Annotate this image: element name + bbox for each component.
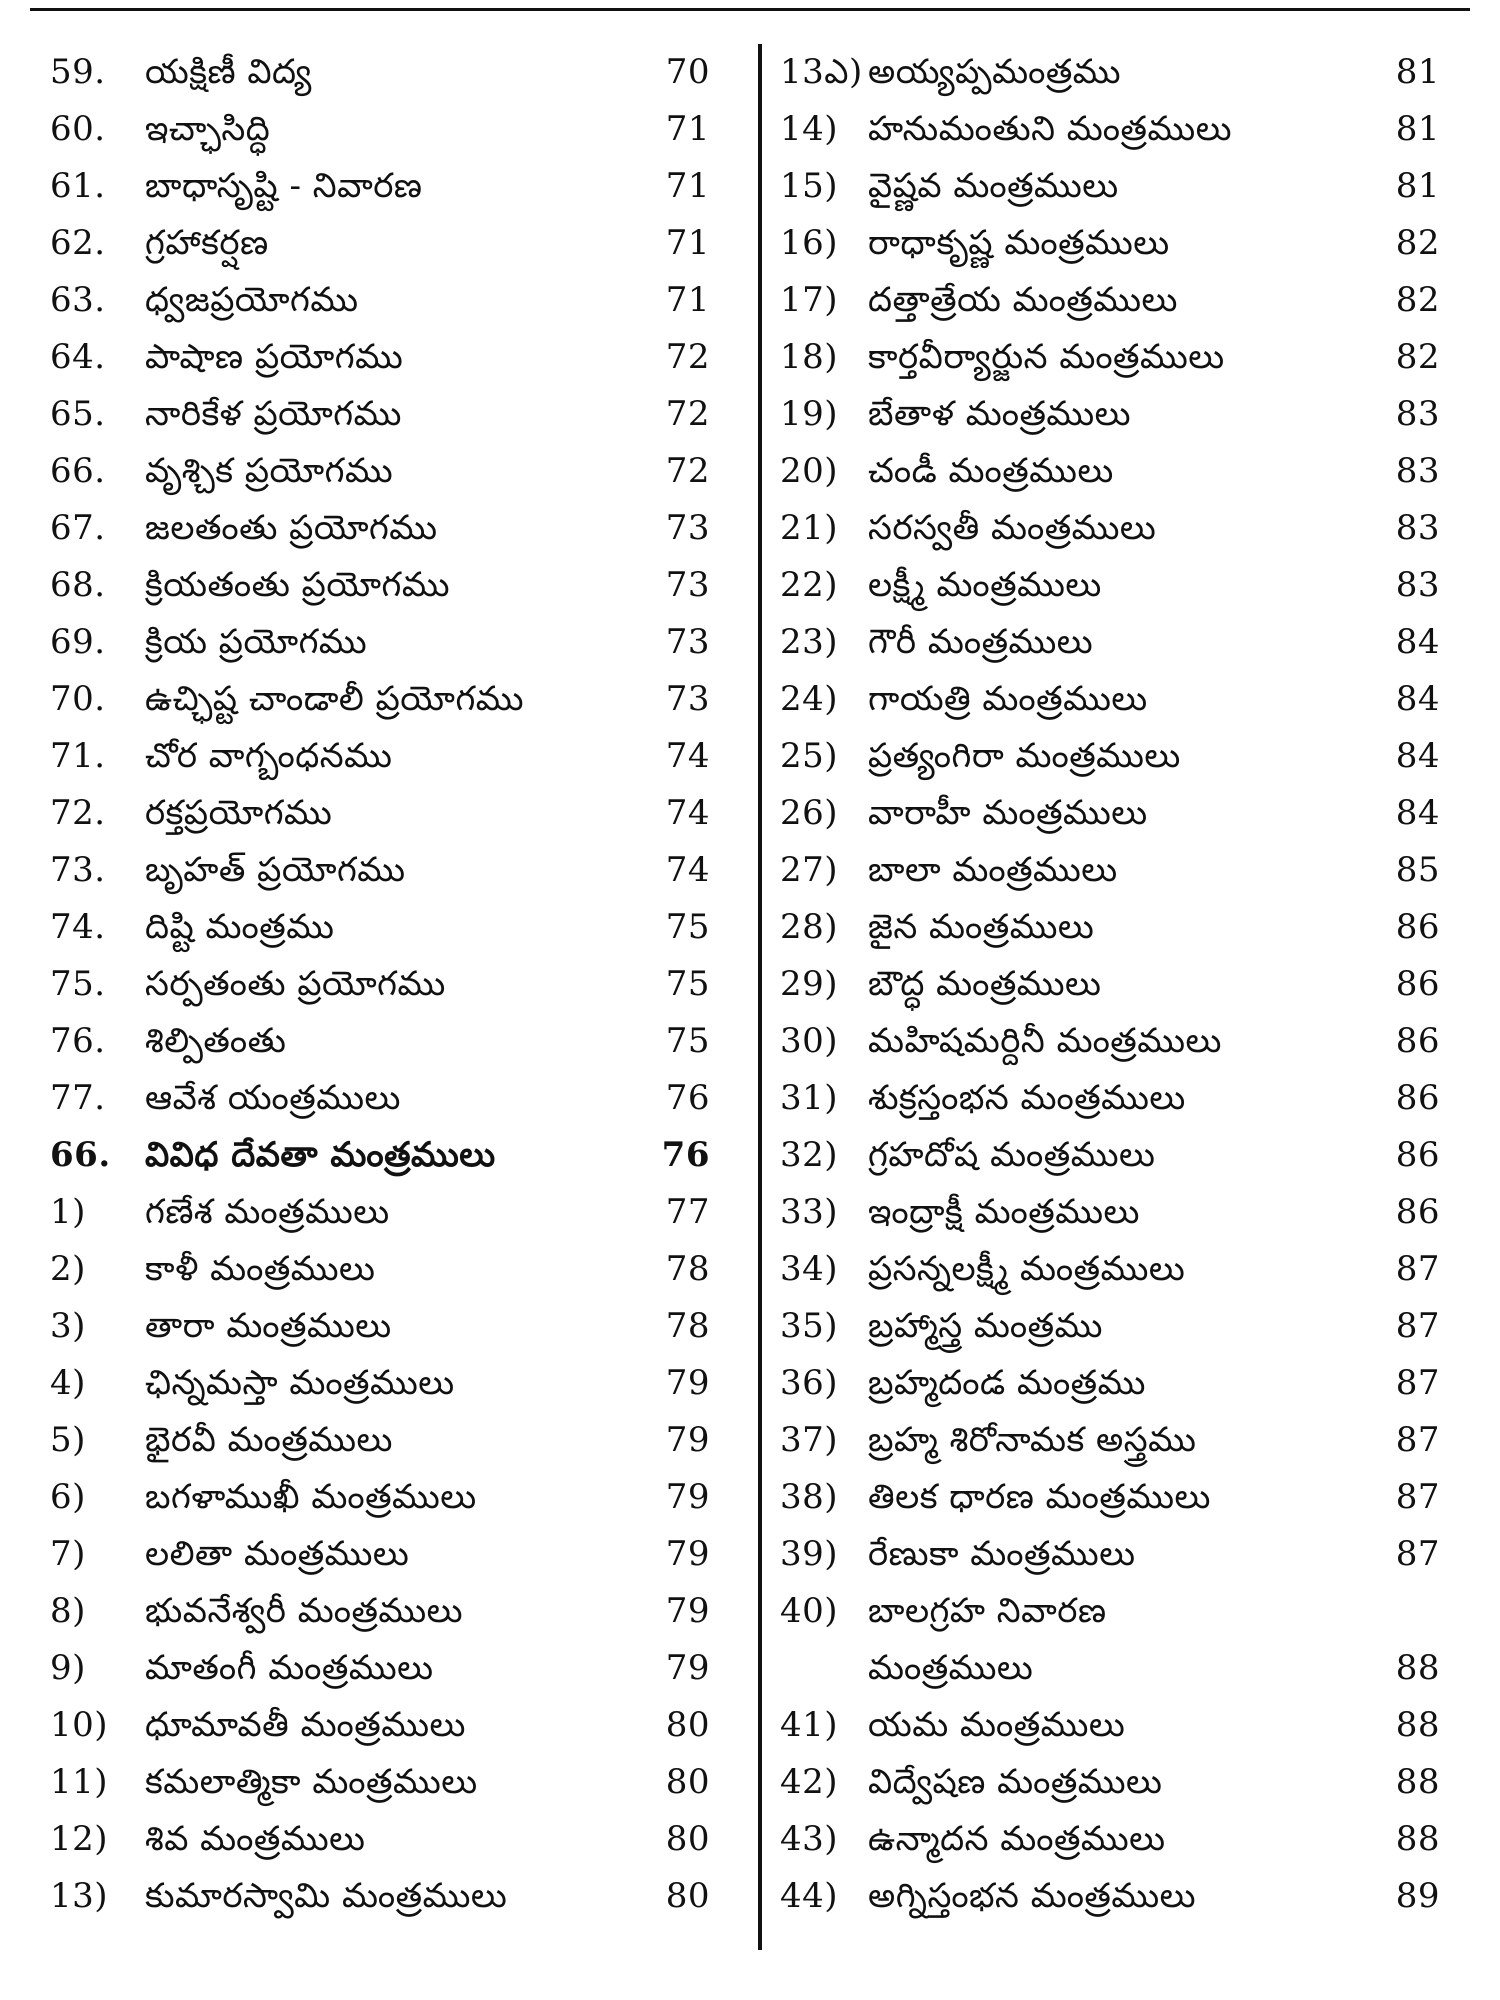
toc-entry-title: ఇచ్ఛాసిద్ధి xyxy=(145,109,271,149)
toc-entry xyxy=(780,386,1440,443)
toc-entry xyxy=(50,215,710,272)
top-rule xyxy=(30,8,1470,11)
toc-entry-number: 42) xyxy=(780,1762,839,1802)
toc-entry xyxy=(50,1868,710,1925)
toc-entry-page: 71 xyxy=(665,280,710,320)
toc-entry-number: 61. xyxy=(50,166,106,206)
toc-entry-title: బృహత్ ప్రయోగము xyxy=(145,850,406,890)
toc-entry-page: 87 xyxy=(1395,1420,1440,1460)
toc-entry-title: జలతంతు ప్రయోగము xyxy=(145,508,438,548)
toc-entry-page: 75 xyxy=(665,907,710,947)
toc-entry-number: 1) xyxy=(50,1192,86,1232)
toc-entry-title: బాలా మంత్రములు xyxy=(868,850,1118,890)
toc-entry-number: 59. xyxy=(50,52,106,92)
toc-entry xyxy=(50,1241,710,1298)
toc-right-column xyxy=(780,44,1440,1925)
toc-entry xyxy=(50,1412,710,1469)
toc-entry xyxy=(50,44,710,101)
toc-entry-title: బ్రహ్మ శిరోనామక అస్త్రము xyxy=(868,1420,1197,1460)
toc-entry xyxy=(780,956,1440,1013)
toc-entry-page: 86 xyxy=(1395,1078,1440,1118)
toc-entry xyxy=(780,1298,1440,1355)
toc-entry xyxy=(50,500,710,557)
toc-entry-page: 76 xyxy=(661,1135,710,1175)
toc-entry-page: 88 xyxy=(1395,1819,1440,1859)
toc-entry xyxy=(50,785,710,842)
toc-entry xyxy=(50,386,710,443)
toc-entry-page: 76 xyxy=(665,1078,710,1118)
toc-entry-number: 43) xyxy=(780,1819,839,1859)
toc-entry-title: హనుమంతుని మంత్రములు xyxy=(868,109,1233,149)
toc-entry-number: 11) xyxy=(50,1762,109,1802)
toc-entry xyxy=(780,215,1440,272)
toc-entry-number: 8) xyxy=(50,1591,86,1631)
toc-entry-page: 72 xyxy=(665,394,710,434)
toc-entry-number: 77. xyxy=(50,1078,106,1118)
toc-entry-number: 34) xyxy=(780,1249,839,1289)
toc-entry-title: చోర వాగ్బంధనము xyxy=(145,736,393,776)
toc-entry xyxy=(780,1184,1440,1241)
toc-entry-number: 23) xyxy=(780,622,839,662)
toc-entry xyxy=(780,614,1440,671)
toc-entry-number: 74. xyxy=(50,907,106,947)
toc-entry-page: 88 xyxy=(1395,1705,1440,1745)
toc-entry-title: ఉన్మాదన మంత్రములు xyxy=(868,1819,1166,1859)
toc-entry-number: 66. xyxy=(50,451,106,491)
toc-entry-title: దత్తాత్రేయ మంత్రములు xyxy=(868,280,1178,320)
toc-entry-number: 39) xyxy=(780,1534,839,1574)
toc-entry-number: 24) xyxy=(780,679,839,719)
toc-entry-page: 83 xyxy=(1395,508,1440,548)
toc-entry xyxy=(50,842,710,899)
toc-entry-number: 19) xyxy=(780,394,839,434)
toc-entry xyxy=(50,1583,710,1640)
toc-entry xyxy=(50,1355,710,1412)
toc-entry-page: 72 xyxy=(665,337,710,377)
toc-entry-number: 73. xyxy=(50,850,106,890)
toc-entry-number: 35) xyxy=(780,1306,839,1346)
toc-entry xyxy=(50,1184,710,1241)
toc-entry xyxy=(780,329,1440,386)
toc-entry-number: 76. xyxy=(50,1021,106,1061)
toc-entry-page: 73 xyxy=(665,565,710,605)
toc-entry-title: కమలాత్మికా మంత్రములు xyxy=(145,1762,478,1802)
toc-entry-title: కార్తవీర్యార్జున మంత్రములు xyxy=(868,337,1225,377)
toc-entry-page: 84 xyxy=(1395,793,1440,833)
toc-entry-number: 64. xyxy=(50,337,106,377)
toc-entry-number: 65. xyxy=(50,394,106,434)
toc-entry-number: 6) xyxy=(50,1477,86,1517)
toc-entry-number: 60. xyxy=(50,109,106,149)
toc-entry-number: 38) xyxy=(780,1477,839,1517)
toc-entry-title: శివ మంత్రములు xyxy=(145,1819,366,1859)
toc-entry-page: 72 xyxy=(665,451,710,491)
toc-entry-title: అగ్నిస్తంభన మంత్రములు xyxy=(868,1876,1196,1916)
toc-entry-page: 83 xyxy=(1395,565,1440,605)
toc-entry-title: మాతంగీ మంత్రములు xyxy=(145,1648,434,1688)
toc-entry xyxy=(50,1127,710,1184)
toc-entry xyxy=(50,956,710,1013)
toc-entry-page: 77 xyxy=(665,1192,710,1232)
toc-entry xyxy=(780,557,1440,614)
toc-entry-number: 9) xyxy=(50,1648,86,1688)
toc-entry-page: 71 xyxy=(665,109,710,149)
toc-entry-number: 37) xyxy=(780,1420,839,1460)
toc-entry-title: గణేశ మంత్రములు xyxy=(145,1192,390,1232)
toc-entry-title: యక్షిణీ విద్య xyxy=(145,52,312,92)
toc-entry-number: 21) xyxy=(780,508,839,548)
toc-entry xyxy=(780,785,1440,842)
toc-entry-number: 12) xyxy=(50,1819,109,1859)
toc-entry-page: 86 xyxy=(1395,1192,1440,1232)
toc-entry-page: 80 xyxy=(665,1819,710,1859)
toc-entry-number: 5) xyxy=(50,1420,86,1460)
toc-entry-page: 80 xyxy=(665,1876,710,1916)
toc-entry-page: 71 xyxy=(665,166,710,206)
toc-entry-title: బాలగ్రహ నివారణ xyxy=(868,1591,1107,1631)
toc-entry-title: జైన మంత్రములు xyxy=(868,907,1095,947)
toc-entry-page: 80 xyxy=(665,1705,710,1745)
toc-entry-page: 84 xyxy=(1395,736,1440,776)
toc-entry-number: 14) xyxy=(780,109,839,149)
toc-entry-title: వారాహీ మంత్రములు xyxy=(868,793,1148,833)
toc-entry-title: ఇంద్రాక్షీ మంత్రములు xyxy=(868,1192,1140,1232)
toc-entry xyxy=(50,557,710,614)
toc-entry-page: 86 xyxy=(1395,1135,1440,1175)
toc-entry-number: 62. xyxy=(50,223,106,263)
toc-entry-title: సరస్వతీ మంత్రములు xyxy=(868,508,1157,548)
toc-entry-page: 73 xyxy=(665,622,710,662)
toc-entry-number: 72. xyxy=(50,793,106,833)
toc-entry-page: 88 xyxy=(1395,1648,1440,1688)
toc-entry-page: 79 xyxy=(665,1420,710,1460)
toc-entry xyxy=(50,1754,710,1811)
toc-entry xyxy=(780,1697,1440,1754)
toc-entry-title: తారా మంత్రములు xyxy=(145,1306,392,1346)
toc-entry-number: 44) xyxy=(780,1876,839,1916)
toc-entry xyxy=(780,671,1440,728)
toc-entry-title: దిష్టి మంత్రము xyxy=(145,907,335,947)
toc-entry-title: బగళాముఖీ మంత్రములు xyxy=(145,1477,477,1517)
toc-entry xyxy=(50,1013,710,1070)
toc-entry-title: క్రియ ప్రయోగము xyxy=(145,622,368,662)
toc-entry-page: 74 xyxy=(665,793,710,833)
toc-entry-number: 3) xyxy=(50,1306,86,1346)
toc-entry-title: లక్ష్మీ మంత్రములు xyxy=(868,565,1102,605)
toc-entry-page: 86 xyxy=(1395,964,1440,1004)
toc-entry-title: ఛిన్నమస్తా మంత్రములు xyxy=(145,1363,455,1403)
toc-entry xyxy=(50,728,710,785)
toc-entry-number: 10) xyxy=(50,1705,109,1745)
toc-entry xyxy=(780,728,1440,785)
toc-entry-title: యమ మంత్రములు xyxy=(868,1705,1126,1745)
toc-entry-title: శుక్రస్తంభన మంత్రములు xyxy=(868,1078,1186,1118)
toc-entry xyxy=(780,1583,1440,1640)
toc-entry-page: 87 xyxy=(1395,1477,1440,1517)
toc-entry-page: 85 xyxy=(1395,850,1440,890)
toc-entry xyxy=(780,899,1440,956)
toc-entry xyxy=(50,443,710,500)
toc-entry-page: 80 xyxy=(665,1762,710,1802)
toc-entry-number: 18) xyxy=(780,337,839,377)
toc-entry-number: 28) xyxy=(780,907,839,947)
toc-entry-number: 40) xyxy=(780,1591,839,1631)
toc-entry-page: 87 xyxy=(1395,1306,1440,1346)
toc-entry-number: 16) xyxy=(780,223,839,263)
toc-entry-title: తిలక ధారణ మంత్రములు xyxy=(868,1477,1211,1517)
toc-entry-page: 88 xyxy=(1395,1762,1440,1802)
toc-entry xyxy=(780,1469,1440,1526)
toc-entry-title: వైష్ణవ మంత్రములు xyxy=(868,166,1119,206)
toc-entry-number: 4) xyxy=(50,1363,86,1403)
toc-entry-page: 79 xyxy=(665,1534,710,1574)
toc-entry-number: 26) xyxy=(780,793,839,833)
toc-entry-title: ధూమావతీ మంత్రములు xyxy=(145,1705,466,1745)
toc-entry-number: 70. xyxy=(50,679,106,719)
toc-entry-title: బాధాసృష్టి - నివారణ xyxy=(145,166,423,206)
toc-entry-title: ధ్వజప్రయోగము xyxy=(145,280,359,320)
toc-entry-number: 25) xyxy=(780,736,839,776)
toc-entry xyxy=(50,1640,710,1697)
toc-entry-number: 36) xyxy=(780,1363,839,1403)
toc-entry xyxy=(50,329,710,386)
toc-entry-title: విద్వేషణ మంత్రములు xyxy=(868,1762,1163,1802)
toc-entry-number: 75. xyxy=(50,964,106,1004)
toc-entry xyxy=(780,158,1440,215)
toc-entry-page: 83 xyxy=(1395,394,1440,434)
toc-entry-page: 70 xyxy=(665,52,710,92)
toc-entry xyxy=(50,158,710,215)
toc-entry-page: 81 xyxy=(1395,109,1440,149)
toc-entry-number: 15) xyxy=(780,166,839,206)
toc-entry-title: రక్తప్రయోగము xyxy=(145,793,333,833)
toc-entry-title: గౌరీ మంత్రములు xyxy=(868,622,1094,662)
toc-entry-page: 83 xyxy=(1395,451,1440,491)
toc-entry-number: 27) xyxy=(780,850,839,890)
toc-entry-page: 82 xyxy=(1395,337,1440,377)
toc-entry-page: 79 xyxy=(665,1477,710,1517)
toc-entry-page: 81 xyxy=(1395,52,1440,92)
toc-entry-number: 17) xyxy=(780,280,839,320)
toc-entry-title: వివిధ దేవతా మంత్రములు xyxy=(145,1135,496,1175)
toc-entry-number: 20) xyxy=(780,451,839,491)
toc-entry xyxy=(780,500,1440,557)
toc-entry-number: 69. xyxy=(50,622,106,662)
toc-entry xyxy=(50,1811,710,1868)
toc-entry-title: అయ్యప్పమంత్రము xyxy=(868,52,1122,92)
toc-entry xyxy=(50,272,710,329)
toc-entry-page: 87 xyxy=(1395,1363,1440,1403)
toc-entry xyxy=(50,1526,710,1583)
toc-entry-page: 86 xyxy=(1395,907,1440,947)
toc-entry-title: లలితా మంత్రములు xyxy=(145,1534,410,1574)
toc-entry xyxy=(780,101,1440,158)
toc-entry xyxy=(50,101,710,158)
toc-entry xyxy=(780,1241,1440,1298)
toc-entry-page: 73 xyxy=(665,679,710,719)
toc-entry xyxy=(780,1868,1440,1925)
column-divider xyxy=(758,44,762,1950)
toc-entry-title: ప్రత్యంగిరా మంత్రములు xyxy=(868,736,1181,776)
toc-entry-page: 75 xyxy=(665,964,710,1004)
toc-entry-page: 74 xyxy=(665,850,710,890)
toc-entry-title: క్రియతంతు ప్రయోగము xyxy=(145,565,451,605)
toc-entry-page: 89 xyxy=(1395,1876,1440,1916)
toc-left-column xyxy=(50,44,710,1925)
toc-entry-page: 82 xyxy=(1395,280,1440,320)
toc-entry-number: 13) xyxy=(50,1876,109,1916)
toc-entry-page: 78 xyxy=(665,1306,710,1346)
toc-entry-title: ప్రసన్నలక్ష్మీ మంత్రములు xyxy=(868,1249,1186,1289)
toc-entry-page: 87 xyxy=(1395,1534,1440,1574)
toc-entry-title: బ్రహ్మదండ మంత్రము xyxy=(868,1363,1146,1403)
toc-entry-title: రేణుకా మంత్రములు xyxy=(868,1534,1136,1574)
toc-entry-number: 67. xyxy=(50,508,106,548)
toc-entry xyxy=(50,1469,710,1526)
toc-entry xyxy=(780,842,1440,899)
toc-entry-page: 73 xyxy=(665,508,710,548)
toc-entry-title: బేతాళ మంత్రములు xyxy=(868,394,1132,434)
toc-entry xyxy=(50,671,710,728)
toc-entry-title: శిల్పితంతు xyxy=(145,1021,287,1061)
toc-entry xyxy=(780,1754,1440,1811)
toc-entry xyxy=(780,272,1440,329)
toc-entry xyxy=(780,1013,1440,1070)
toc-entry-number: 41) xyxy=(780,1705,839,1745)
toc-entry-page: 74 xyxy=(665,736,710,776)
toc-entry-page: 71 xyxy=(665,223,710,263)
toc-entry-number: 2) xyxy=(50,1249,86,1289)
toc-entry-title: గాయత్రి మంత్రములు xyxy=(868,679,1148,719)
toc-entry xyxy=(780,443,1440,500)
toc-entry xyxy=(780,1640,1440,1697)
toc-entry-title: కుమారస్వామి మంత్రములు xyxy=(145,1876,508,1916)
toc-entry-number: 22) xyxy=(780,565,839,605)
toc-entry-title: బౌద్ధ మంత్రములు xyxy=(868,964,1102,1004)
toc-entry-title: ఆవేశ యంత్రములు xyxy=(145,1078,401,1118)
toc-entry-number: 29) xyxy=(780,964,839,1004)
toc-entry xyxy=(780,1811,1440,1868)
toc-entry-title: భైరవీ మంత్రములు xyxy=(145,1420,393,1460)
toc-entry-title: భువనేశ్వరీ మంత్రములు xyxy=(145,1591,463,1631)
toc-entry-page: 78 xyxy=(665,1249,710,1289)
toc-entry-title: పాషాణ ప్రయోగము xyxy=(145,337,404,377)
toc-entry-title: కాళీ మంత్రములు xyxy=(145,1249,376,1289)
toc-entry-page: 84 xyxy=(1395,622,1440,662)
toc-entry xyxy=(50,1697,710,1754)
toc-entry xyxy=(50,614,710,671)
toc-entry-number: 30) xyxy=(780,1021,839,1061)
toc-entry-number: 31) xyxy=(780,1078,839,1118)
toc-entry-page: 82 xyxy=(1395,223,1440,263)
toc-entry xyxy=(780,1526,1440,1583)
toc-entry xyxy=(780,1412,1440,1469)
toc-entry xyxy=(780,1127,1440,1184)
toc-entry-page: 75 xyxy=(665,1021,710,1061)
toc-entry xyxy=(780,1070,1440,1127)
toc-entry-title: ఉచ్ఛిష్ట చాండాలీ ప్రయోగము xyxy=(145,679,525,719)
toc-entry-number: 63. xyxy=(50,280,106,320)
toc-entry-title: మంత్రములు xyxy=(868,1648,1034,1688)
toc-entry-title: సర్పతంతు ప్రయోగము xyxy=(145,964,446,1004)
toc-entry-title: చండీ మంత్రములు xyxy=(868,451,1114,491)
toc-entry-page: 84 xyxy=(1395,679,1440,719)
toc-entry-number: 33) xyxy=(780,1192,839,1232)
toc-entry-page: 87 xyxy=(1395,1249,1440,1289)
toc-entry xyxy=(50,1298,710,1355)
toc-entry-title: రాధాకృష్ణ మంత్రములు xyxy=(868,223,1170,263)
toc-entry-page: 81 xyxy=(1395,166,1440,206)
toc-entry-page: 86 xyxy=(1395,1021,1440,1061)
toc-entry-page: 79 xyxy=(665,1591,710,1631)
toc-entry-title: గ్రహాకర్షణ xyxy=(145,223,269,263)
toc-entry-title: నారికేళ ప్రయోగము xyxy=(145,394,402,434)
toc-entry xyxy=(50,1070,710,1127)
toc-entry-title: గ్రహదోష మంత్రములు xyxy=(868,1135,1156,1175)
toc-entry-number: 66. xyxy=(50,1135,111,1175)
toc-entry-page: 79 xyxy=(665,1648,710,1688)
toc-entry-number: 7) xyxy=(50,1534,86,1574)
toc-entry-title: మహిషమర్దినీ మంత్రములు xyxy=(868,1021,1222,1061)
toc-entry-number: 71. xyxy=(50,736,106,776)
toc-entry xyxy=(780,1355,1440,1412)
toc-entry-page: 79 xyxy=(665,1363,710,1403)
toc-entry-title: బ్రహ్మాస్త్ర మంత్రము xyxy=(868,1306,1103,1346)
toc-entry-title: వృశ్చిక ప్రయోగము xyxy=(145,451,394,491)
toc-entry-number: 68. xyxy=(50,565,106,605)
toc-entry-number: 32) xyxy=(780,1135,839,1175)
toc-entry-number: 13ఎ) xyxy=(780,52,863,92)
toc-entry xyxy=(780,44,1440,101)
toc-entry xyxy=(50,899,710,956)
